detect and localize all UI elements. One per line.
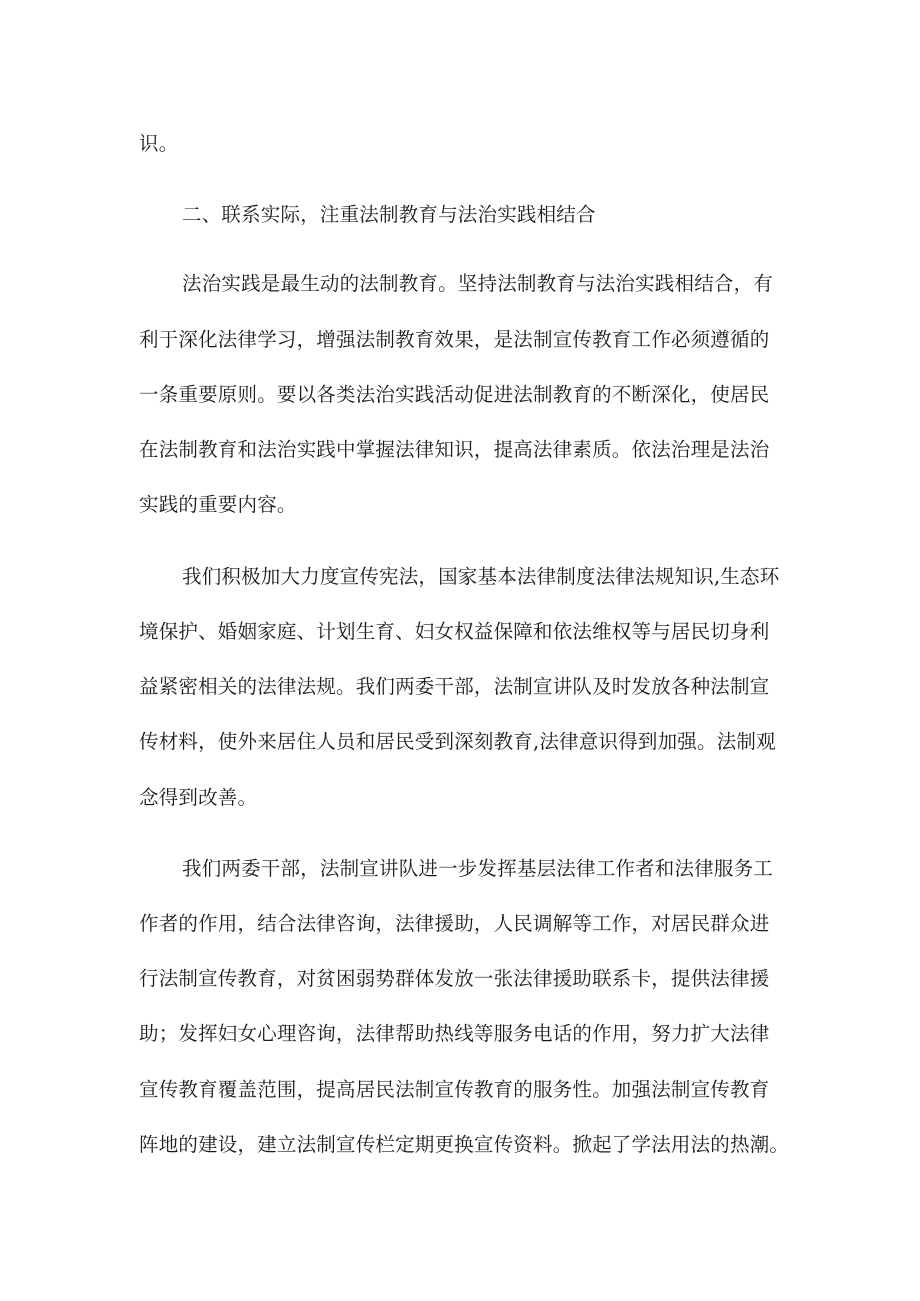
text-line: 实践的重要内容。 <box>139 493 297 516</box>
text-line: 我们积极加大力度宣传宪法，国家基本法律制度法律法规知识,生态环 <box>182 565 780 588</box>
section-heading: 二、联系实际，注重法制教育与法治实践相结合 <box>182 203 596 226</box>
text-line: 阵地的建设，建立法制宣传栏定期更换宣传资料。掀起了学法用法的热潮。 <box>139 1133 790 1156</box>
text-line: 传材料，使外来居住人员和居民受到深刻教育,法律意识得到加强。法制观 <box>139 730 776 753</box>
text-line: 我们两委干部，法制宣讲队进一步发挥基层法律工作者和法律服务工 <box>182 857 774 880</box>
text-line: 行法制宣传教育，对贫困弱势群体发放一张法律援助联系卡，提供法律援 <box>139 967 770 990</box>
text-line: 一条重要原则。要以各类法治实践活动促进法制教育的不断深化，使居民 <box>139 383 770 406</box>
text-line: 益紧密相关的法律法规。我们两委干部，法制宣讲队及时发放各种法制宣 <box>139 675 770 698</box>
text-line: 念得到改善。 <box>139 786 258 809</box>
text-line: 在法制教育和法治实践中掌握法律知识，提高法律素质。依法治理是法治 <box>139 438 770 461</box>
text-line: 宣传教育覆盖范围，提高居民法制宣传教育的服务性。加强法制宣传教育 <box>139 1078 770 1101</box>
text-line: 法治实践是最生动的法制教育。坚持法制教育与法治实践相结合，有 <box>182 272 774 295</box>
text-line: 境保护、婚姻家庭、计划生育、妇女权益保障和依法维权等与居民切身利 <box>139 620 770 643</box>
text-line: 助；发挥妇女心理咨询，法律帮助热线等服务电话的作用，努力扩大法律 <box>139 1022 770 1045</box>
text-line: 识。 <box>139 132 179 155</box>
text-line: 作者的作用，结合法律咨询，法律援助，人民调解等工作，对居民群众进 <box>139 912 770 935</box>
text-line: 利于深化法律学习，增强法制教育效果，是法制宣传教育工作必须遵循的 <box>139 328 770 351</box>
